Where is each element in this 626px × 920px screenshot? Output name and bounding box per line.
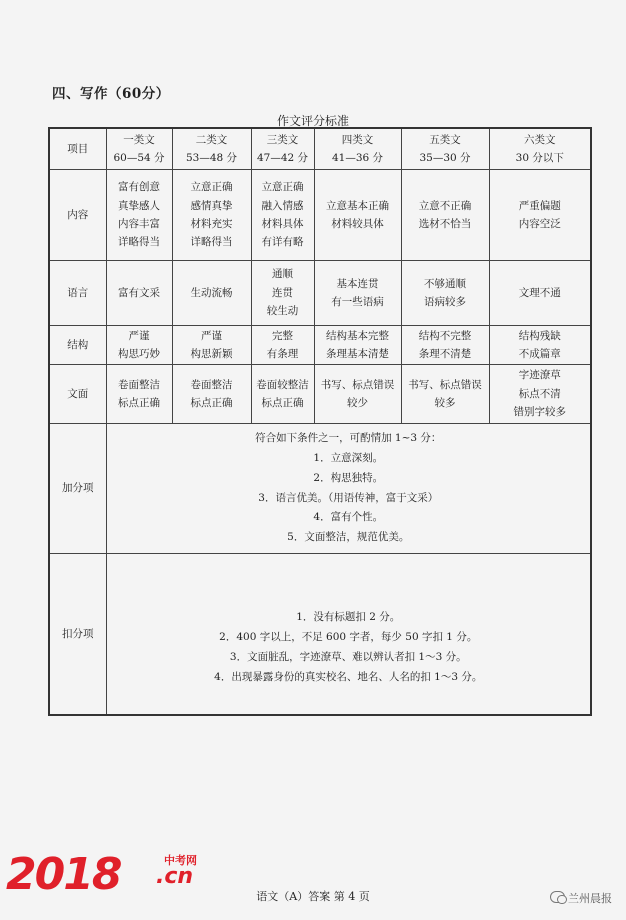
header-col-score: 35—30 分	[419, 152, 471, 164]
deduct-item: 1．没有标题扣 2 分。	[296, 611, 401, 624]
criteria-line: 融入情感	[261, 199, 304, 212]
header-col-name: 三类文	[266, 133, 299, 146]
criteria-line: 详略得当	[118, 236, 160, 249]
bonus-intro: 符合如下条件之一，可酌情加 1~3 分：	[255, 431, 442, 444]
criteria-line: 不够通顺	[424, 277, 466, 290]
criteria-line: 材料较具体	[331, 218, 384, 230]
header-col-score: 60—54 分	[113, 152, 165, 164]
criteria-cell	[251, 261, 314, 326]
criteria-line: 真挚感人	[118, 199, 160, 212]
header-col-3	[251, 128, 314, 170]
criteria-cell	[106, 365, 172, 424]
criteria-row	[49, 365, 591, 424]
criteria-line: 立意正确	[261, 181, 304, 194]
criteria-cell	[314, 170, 401, 261]
criteria-line: 字迹潦草	[518, 369, 561, 382]
criteria-line: 立意不正确	[418, 199, 472, 212]
criteria-line: 结构不完整	[418, 329, 472, 342]
criteria-line: 内容空泛	[518, 218, 561, 230]
criteria-line: 较多	[434, 397, 456, 409]
criteria-line: 有详有略	[261, 236, 304, 249]
header-col-score: 53—48 分	[185, 152, 238, 164]
bonus-item: 2．构思独特。	[313, 471, 384, 484]
header-col-score: 41—36 分	[331, 152, 384, 164]
criteria-line: 书写、标点错误	[320, 378, 395, 391]
header-col-name: 四类文	[341, 133, 374, 146]
header-col-score: 30 分以下	[515, 152, 564, 164]
deduct-item: 2．400 字以上，不足 600 字者，每少 50 字扣 1 分。	[219, 631, 478, 644]
deduct-row	[49, 554, 591, 716]
bonus-item: 3．语言优美。（用语传神，富于文采）	[258, 491, 439, 504]
criteria-line: 完整	[272, 329, 293, 342]
criteria-cell	[489, 261, 591, 326]
criteria-line: 内容丰富	[118, 218, 160, 230]
criteria-cell	[314, 365, 401, 424]
deduct-list	[106, 554, 591, 716]
header-col-name: 二类文	[195, 133, 228, 146]
criteria-line: 错别字较多	[513, 406, 566, 419]
logo-domain: .cn	[156, 864, 194, 889]
logo-site: 中考网	[164, 854, 197, 867]
scoring-table	[48, 127, 592, 716]
header-col-1	[106, 128, 172, 170]
section-title: 四、写作（60分）	[52, 86, 170, 102]
criteria-line: 基本连贯	[336, 277, 379, 290]
criteria-line: 书写、标点错误	[408, 378, 482, 391]
criteria-line: 构思新颖	[190, 348, 233, 360]
criteria-line: 有一些语病	[331, 296, 384, 308]
row-label: 语言	[49, 261, 106, 326]
criteria-line: 语病较多	[424, 296, 466, 308]
criteria-line: 标点正确	[190, 397, 233, 409]
criteria-line: 条理基本清楚	[326, 348, 389, 360]
deduct-label: 扣分项	[49, 554, 106, 716]
criteria-row	[49, 261, 591, 326]
criteria-row	[49, 326, 591, 365]
criteria-cell	[314, 326, 401, 365]
criteria-cell	[172, 261, 251, 326]
criteria-cell	[489, 170, 591, 261]
criteria-line: 结构基本完整	[326, 329, 389, 342]
header-row	[49, 128, 591, 170]
criteria-line: 卷面较整洁	[256, 378, 309, 391]
table-title: 作文评分标准	[276, 114, 349, 128]
page-footer: 语文（A）答案 第 4 页	[256, 890, 370, 903]
header-col-2	[172, 128, 251, 170]
row-label: 文面	[49, 365, 106, 424]
criteria-line: 立意基本正确	[326, 199, 389, 212]
criteria-cell	[401, 261, 489, 326]
deduct-item: 3．文面脏乱，字迹潦草、难以辨认者扣 1～3 分。	[229, 651, 467, 663]
header-col-name: 六类文	[524, 133, 556, 146]
criteria-cell	[106, 170, 172, 261]
criteria-cell	[251, 170, 314, 261]
criteria-line: 生动流畅	[190, 286, 233, 299]
criteria-line: 严谨	[201, 329, 222, 342]
row-label: 内容	[49, 170, 106, 261]
criteria-line: 材料具体	[261, 218, 304, 230]
header-col-name: 五类文	[429, 133, 461, 146]
criteria-line: 结构残缺	[518, 329, 561, 342]
criteria-cell	[489, 365, 591, 424]
header-label: 项目	[49, 128, 106, 170]
criteria-cell	[401, 326, 489, 365]
criteria-line: 较生动	[266, 305, 299, 318]
criteria-line: 标点正确	[261, 397, 304, 409]
criteria-cell	[251, 326, 314, 365]
row-label: 结构	[49, 326, 106, 365]
criteria-cell	[401, 170, 489, 261]
wechat-icon	[550, 891, 565, 903]
criteria-line: 富有文采	[118, 286, 160, 299]
criteria-line: 富有创意	[118, 181, 160, 194]
criteria-line: 标点不清	[518, 387, 561, 400]
criteria-line: 卷面整洁	[190, 378, 233, 391]
criteria-line: 立意正确	[190, 181, 233, 194]
deduct-item: 4．出现暴露身份的真实校名、地名、人名的扣 1～3 分。	[214, 670, 483, 683]
header-col-4	[314, 128, 401, 170]
criteria-line: 严重偏题	[518, 199, 561, 212]
criteria-line: 感情真挚	[190, 199, 233, 212]
wechat-source	[550, 890, 612, 906]
criteria-line: 选材不恰当	[418, 218, 472, 230]
criteria-line: 材料充实	[190, 218, 233, 230]
criteria-line: 文理不通	[518, 286, 561, 299]
bonus-item: 4．富有个性。	[313, 511, 384, 524]
criteria-cell	[489, 326, 591, 365]
wechat-source-label: 兰州晨报	[568, 892, 612, 905]
header-col-name: 一类文	[123, 133, 155, 146]
bonus-list	[106, 424, 591, 554]
bonus-row	[49, 424, 591, 554]
criteria-cell	[106, 326, 172, 365]
header-col-score: 47—42 分	[256, 152, 309, 164]
criteria-line: 卷面整洁	[118, 378, 160, 391]
header-col-6	[489, 128, 591, 170]
logo-year: 2018	[6, 849, 121, 900]
criteria-cell	[172, 365, 251, 424]
criteria-cell	[314, 261, 401, 326]
criteria-line: 严谨	[128, 329, 150, 342]
criteria-line: 通顺	[272, 268, 293, 281]
bonus-item: 1．立意深刻。	[313, 451, 384, 464]
criteria-cell	[251, 365, 314, 424]
criteria-line: 有条理	[266, 348, 299, 360]
header-col-5	[401, 128, 489, 170]
criteria-cell	[172, 170, 251, 261]
criteria-line: 构思巧妙	[118, 348, 160, 360]
criteria-line: 条理不清楚	[418, 348, 472, 360]
criteria-line: 详略得当	[190, 236, 233, 249]
criteria-cell	[401, 365, 489, 424]
criteria-line: 较少	[347, 397, 368, 409]
bonus-label: 加分项	[49, 424, 106, 554]
criteria-line: 不成篇章	[518, 348, 561, 360]
criteria-cell	[106, 261, 172, 326]
criteria-cell	[172, 326, 251, 365]
bonus-item: 5．文面整洁，规范优美。	[287, 531, 410, 544]
criteria-row	[49, 170, 591, 261]
criteria-line: 连贯	[272, 286, 293, 299]
criteria-line: 标点正确	[118, 397, 160, 409]
